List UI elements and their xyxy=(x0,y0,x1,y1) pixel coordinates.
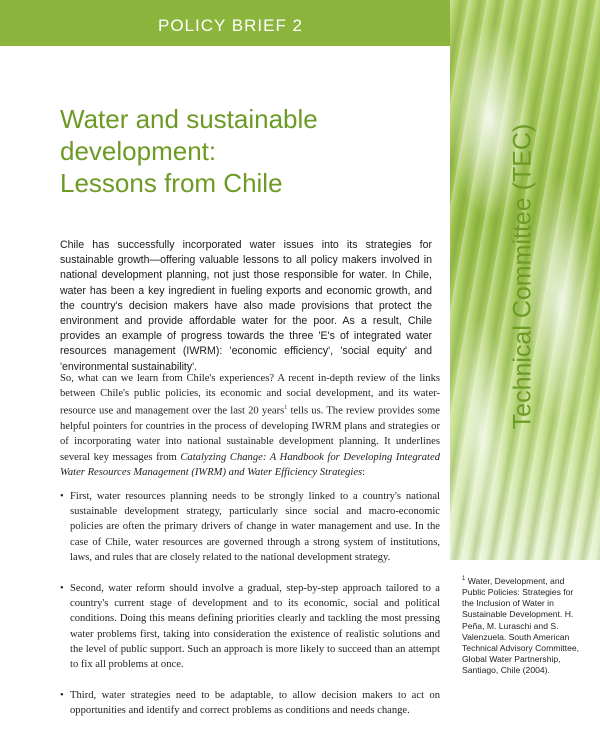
footnote xyxy=(462,574,582,677)
title-line-2: development: xyxy=(60,136,217,166)
title-line-3: Lessons from Chile xyxy=(60,168,283,198)
header-banner xyxy=(0,0,450,46)
list-item-text: Second, water reform should involve a gradual, step-by-step approach tailored to a country's current stage of development and to its economic, social and political conditions. Doing this means defining priorities clearly and tackling the most pressing water problems first, taking into consideration the existence of realistic solutions and the level of public support. Such an approach is more likely to succeed than an attempt to fix all problems at once. xyxy=(70,583,440,671)
list-item xyxy=(60,581,440,672)
list-item xyxy=(60,489,440,565)
title-line-1: Water and sustainable xyxy=(60,104,318,134)
book-title: Catalyzing Change: A Handbook for Developing Integrated Water Resources Management (IWRM) and Water Efficiency Strategies xyxy=(60,451,440,478)
footnote-text: Water, Development, and Public Policies: Strategies for the Inclusion of Water in Sustainable Development. H. Peña, M. Luraschi and S. Valenzuela. South American Technical Advisory Committee, Global Water Partnership, Santiago, Chile (2004). xyxy=(462,575,580,676)
bullet-icon: • xyxy=(60,491,64,502)
policy-brief-label: POLICY BRIEF 2 xyxy=(158,16,304,35)
body-text-a: So, what can we learn from Chile's experiences? A recent in-depth review of the links between Chile's public policies, its economic and social development, and its water-resource use and management over the last 20 years xyxy=(60,373,440,417)
list-item xyxy=(60,688,440,718)
list-item-text: First, water resources planning needs to be strongly linked to a country's national sustainable development strategy, particularly since social and macro-economic policies are often the primary drivers of change in water management and use. In the case of Chile, water resources are governed through a strong system of institutions, laws, and rules that are closely related to the national development strategy. xyxy=(70,491,440,563)
body-text-b: tells us. The review provides some helpful pointers for countries in the process of developing IWRM plans and strategies or of incorporating water into national sustainable development planning. It underlines several key messages from xyxy=(60,405,440,463)
body-paragraph xyxy=(60,371,440,480)
bullet-icon: • xyxy=(60,690,64,702)
footnote-ref: 1 xyxy=(284,405,288,412)
list-item-text: Third, water strategies need to be adaptable, to allow decision makers to act on opportunities and identify and correct problems as conditions and needs change. xyxy=(70,690,440,717)
lead-paragraph: Chile has successfully incorporated water issues into its strategies for sustainable growth—offering valuable lessons to all policy makers involved in national development planning, not just those responsible for water. In Chile, water has been a key ingredient in fueling exports and economic growth, and the country's decision makers have also made provisions that protect the environment and provide affordable water for the poor. As a result, Chile provides an example of progress towards the three 'E's of integrated water resources management (IWRM): 'economic efficiency', 'social equity' and 'environmental sustainability'. xyxy=(60,239,432,373)
page-title xyxy=(60,103,440,199)
key-messages-list xyxy=(60,489,440,735)
side-title: Technical Committee (TEC) xyxy=(508,123,537,430)
bullet-icon: • xyxy=(60,583,64,595)
body-text-c: : xyxy=(362,466,366,478)
side-panel xyxy=(450,0,600,560)
footnote-marker: 1 xyxy=(462,576,466,582)
